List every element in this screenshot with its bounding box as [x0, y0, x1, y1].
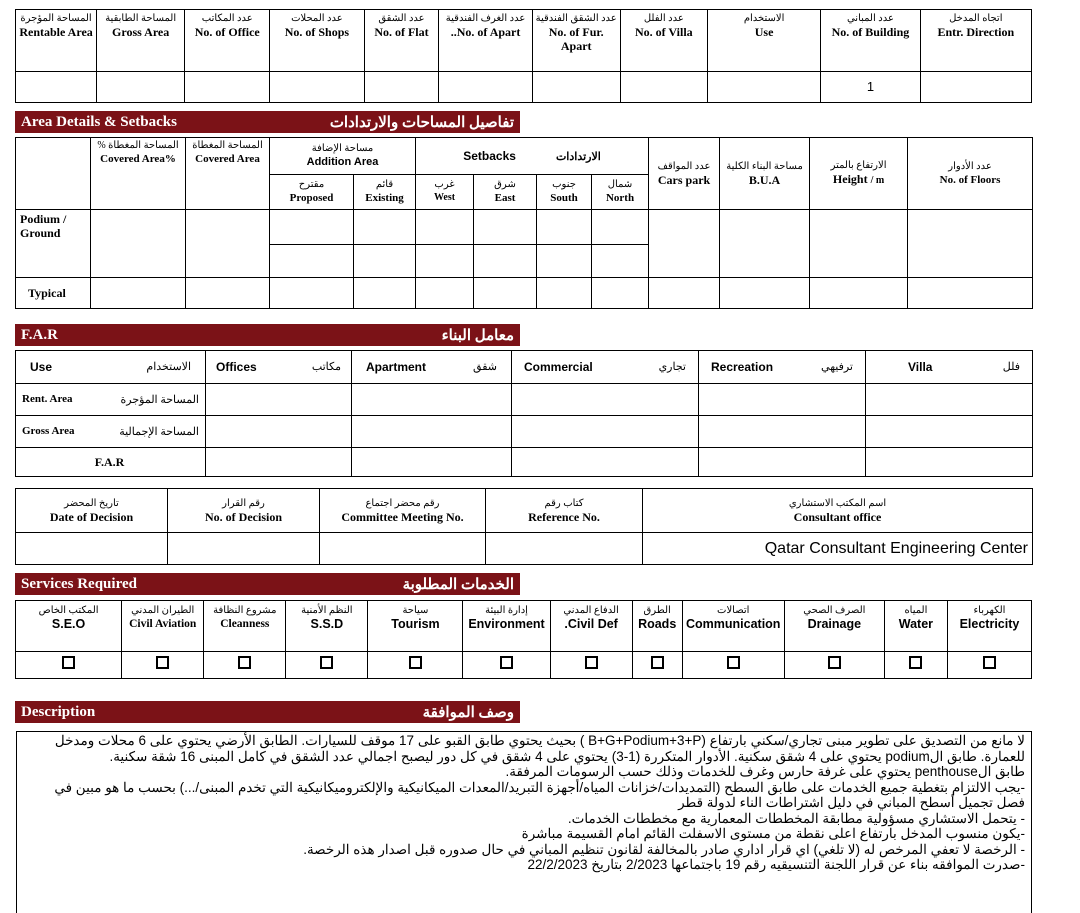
area-cell[interactable] — [416, 210, 474, 245]
top-value-cell[interactable] — [439, 72, 532, 103]
setbacks-header: Setbacks الارتدادات — [416, 138, 649, 175]
far-cell[interactable] — [866, 384, 1033, 416]
service-checkbox[interactable] — [500, 656, 513, 669]
no-of-decision-header: رقم القرار No. of Decision — [168, 489, 320, 533]
consultant-office-value[interactable]: Qatar Consultant Engineering Center — [643, 533, 1033, 565]
services-title-ar: الخدمات المطلوبة — [402, 576, 514, 593]
far-recreation-header: Recreation ترفيهي — [699, 351, 866, 384]
service-checkbox-cell — [368, 652, 463, 679]
far-cell[interactable] — [512, 448, 699, 477]
far-gross-label: Gross Area المساحة الإجمالية — [16, 416, 206, 448]
far-cell[interactable] — [206, 384, 352, 416]
far-commercial-header: Commercial تجاري — [512, 351, 699, 384]
meeting-no-value[interactable] — [320, 533, 486, 565]
far-cell[interactable] — [512, 384, 699, 416]
top-header-cell: المساحة الطابقية Gross Area — [97, 10, 185, 72]
far-cell[interactable] — [866, 416, 1033, 448]
service-header-cell: الدفاع المدني Civil Def. — [550, 601, 632, 652]
area-details-title: Area Details & Setbacks — [21, 113, 177, 130]
service-checkbox[interactable] — [238, 656, 251, 669]
service-checkbox-cell — [784, 652, 884, 679]
top-header-cell: عدد الفلل No. of Villa — [620, 10, 707, 72]
far-use-header: Use الاستخدام — [16, 351, 206, 384]
area-cell[interactable] — [270, 278, 354, 309]
description-title: Description — [21, 703, 96, 720]
service-header-cell: المكتب الخاص S.E.O — [16, 601, 122, 652]
top-value-cell[interactable] — [707, 72, 820, 103]
area-cell[interactable] — [354, 210, 416, 245]
area-cell[interactable] — [592, 210, 649, 245]
service-checkbox[interactable] — [983, 656, 996, 669]
top-header-cell: عدد المباني No. of Building — [821, 10, 920, 72]
covered-pct-header: المساحة المغطاة % Covered Area% — [91, 138, 186, 210]
south-header: جنوب South — [537, 175, 592, 210]
service-header-cell: النظم الأمنية S.S.D — [286, 601, 368, 652]
area-cell[interactable] — [592, 245, 649, 278]
service-checkbox-cell — [122, 652, 204, 679]
far-rent-label: Rent. Area المساحة المؤجرة — [16, 384, 206, 416]
top-header-cell: الاستخدام Use — [707, 10, 820, 72]
service-checkbox[interactable] — [156, 656, 169, 669]
far-cell[interactable] — [866, 448, 1033, 477]
area-cell[interactable] — [474, 210, 537, 245]
far-villa-header: Villa فلل — [866, 351, 1033, 384]
far-cell[interactable] — [512, 416, 699, 448]
row-podium-label: Podium / Ground — [16, 210, 91, 278]
east-header: شرق East — [474, 175, 537, 210]
area-details-table — [15, 137, 1033, 309]
service-checkbox-cell — [550, 652, 632, 679]
no-of-decision-value[interactable] — [168, 533, 320, 565]
service-header-cell: اتصالات Communication — [682, 601, 784, 652]
service-checkbox[interactable] — [909, 656, 922, 669]
service-header-cell: مشروع النظافة Cleanness — [204, 601, 286, 652]
reference-no-value[interactable] — [486, 533, 643, 565]
service-header-cell: إدارة البيئة Environment — [463, 601, 550, 652]
service-header-cell: الطرق Roads — [632, 601, 682, 652]
description-box — [16, 731, 1032, 913]
service-header-cell: سياحة Tourism — [368, 601, 463, 652]
services-bar — [15, 573, 520, 595]
area-cell[interactable] — [908, 278, 1033, 309]
top-table — [15, 9, 1032, 103]
area-cell[interactable] — [354, 245, 416, 278]
description-line: -صدرت الموافقه بناء عن قرار اللجنة التنسيقيه رقم 19 باجتماعها 2/2023 بتاريخ 22/2/2023 — [527, 857, 1025, 872]
top-value-cell[interactable] — [270, 72, 364, 103]
area-cell[interactable] — [908, 210, 1033, 278]
area-cell[interactable] — [720, 278, 810, 309]
service-checkbox[interactable] — [727, 656, 740, 669]
description-line: لا مانع من التصديق على تطوير مبنى تجاري/سكني بارتفاع (B+G+Podium+3+P ) بحيث يحتوي طابق القبو على 17 موقف للسيارات. الطابق الأرضي يحتوي على 6 محلات ومدخل للعمارة. طابق الpodium يحتوي على 4 شقق سكنية. الأدوار المتكررة (1-3) يحتوي على 4 شقق في كل دور ليصبح اجمالي عدد الشقق في كامل المبنى 16 شقة سكنية. — [54, 733, 1025, 764]
service-checkbox[interactable] — [320, 656, 333, 669]
far-cell[interactable] — [699, 448, 866, 477]
far-bar — [15, 324, 520, 346]
area-cell[interactable] — [91, 210, 186, 278]
area-cell[interactable] — [537, 210, 592, 245]
top-header-cell: عدد الغرف الفندقية No. of Apart.. — [439, 10, 532, 72]
far-cell[interactable] — [699, 384, 866, 416]
service-header-cell: الصرف الصحي Drainage — [784, 601, 884, 652]
top-value-cell[interactable] — [620, 72, 707, 103]
area-details-title-ar: تفاصيل المساحات والارتدادات — [329, 114, 514, 131]
far-title: F.A.R — [21, 326, 58, 343]
area-cell[interactable] — [186, 278, 270, 309]
service-checkbox[interactable] — [585, 656, 598, 669]
area-cell[interactable] — [186, 210, 270, 278]
top-header-cell: عدد المحلات No. of Shops — [270, 10, 364, 72]
service-checkbox-cell — [632, 652, 682, 679]
date-of-decision-value[interactable] — [16, 533, 168, 565]
description-bar — [15, 701, 520, 723]
far-apartment-header: Apartment شقق — [352, 351, 512, 384]
consultant-office-header: اسم المكتب الاستشاري Consultant office — [643, 489, 1033, 533]
services-title: Services Required — [21, 575, 137, 592]
top-value-cell[interactable] — [97, 72, 185, 103]
far-title-ar: معامل البناء — [441, 327, 514, 344]
top-header-cell: المساحة المؤجرة Rentable Area — [16, 10, 97, 72]
service-checkbox[interactable] — [409, 656, 422, 669]
description-line: -يجب الالتزام بتغطية جميع الخدمات على طابق السطح (التمديدات/خزانات المياه/أجهزة التبريد/المعدات الميكانيكية والإلكتروميكانيكية التي تخدم المبنى/...) بحسب ما هو مبين في فصل تجميل أسطح المباني في دليل اشتراطات الناء لدولة قطر — [54, 779, 1025, 810]
service-checkbox-cell — [16, 652, 122, 679]
service-header-cell: المياه Water — [884, 601, 947, 652]
description-title-ar: وصف الموافقة — [422, 704, 514, 721]
area-cell[interactable] — [537, 245, 592, 278]
service-checkbox-cell — [463, 652, 550, 679]
top-value-cell[interactable] — [185, 72, 270, 103]
decision-table — [15, 488, 1033, 565]
far-cell[interactable] — [699, 416, 866, 448]
top-value-cell[interactable] — [532, 72, 620, 103]
far-table — [15, 350, 1033, 477]
description-line: - يتحمل الاستشاري مسؤولية مطابقة المخططات المعمارية مع مخططات الخدمات. — [567, 810, 1025, 826]
area-cell[interactable] — [416, 245, 474, 278]
description-line: -يكون منسوب المدخل بارتفاع اعلى نقطة من مستوى الاسفلت القائم امام القسيمة مباشرة — [521, 826, 1025, 841]
area-cell[interactable] — [649, 278, 720, 309]
bua-header: مساحة البناء الكلية B.U.A — [720, 138, 810, 210]
far-cell[interactable] — [352, 448, 512, 477]
meeting-no-header: رقم محضر اجتماع Committee Meeting No. — [320, 489, 486, 533]
far-cell[interactable] — [206, 416, 352, 448]
top-header-cell: اتجاه المدخل Entr. Direction — [920, 10, 1031, 72]
top-value-cell[interactable] — [16, 72, 97, 103]
area-cell[interactable] — [270, 245, 354, 278]
service-header-cell: الطيران المدني Civil Aviation — [122, 601, 204, 652]
height-header: الارتفاع بالمتر Height / m — [810, 138, 908, 210]
service-checkbox-cell — [286, 652, 368, 679]
far-ratio-label: F.A.R — [16, 448, 206, 477]
far-cell[interactable] — [352, 416, 512, 448]
west-header: غرب West — [416, 175, 474, 210]
services-table — [15, 600, 1032, 679]
area-details-bar — [15, 111, 520, 133]
top-value-cell[interactable]: 1 — [821, 72, 920, 103]
covered-area-header: المساحة المغطاة Covered Area — [186, 138, 270, 210]
far-offices-header: Offices مكاتب — [206, 351, 352, 384]
top-value-cell[interactable] — [920, 72, 1031, 103]
service-checkbox-cell — [884, 652, 947, 679]
date-of-decision-header: تاريخ المحضر Date of Decision — [16, 489, 168, 533]
area-cell[interactable] — [91, 278, 186, 309]
service-checkbox[interactable] — [828, 656, 841, 669]
cars-park-header: عدد المواقف Cars park — [649, 138, 720, 210]
reference-no-header: كتاب رقم Reference No. — [486, 489, 643, 533]
area-cell[interactable] — [416, 278, 474, 309]
service-header-cell: الكهرباء Electricity — [947, 601, 1031, 652]
area-cell[interactable] — [474, 245, 537, 278]
area-cell[interactable] — [592, 278, 649, 309]
far-cell[interactable] — [352, 384, 512, 416]
floors-header: عدد الأدوار No. of Floors — [908, 138, 1033, 210]
top-value-cell[interactable] — [364, 72, 439, 103]
area-corner-cell — [16, 138, 91, 210]
area-cell[interactable] — [720, 210, 810, 278]
top-header-cell: عدد المكاتب No. of Office — [185, 10, 270, 72]
row-typical-label: Typical — [16, 278, 91, 309]
area-cell[interactable] — [810, 210, 908, 278]
top-header-cell: عدد الشقق No. of Flat — [364, 10, 439, 72]
area-cell[interactable] — [537, 278, 592, 309]
description-line: - الرخصة لا تعفي المرخص له (لا تلغي) اي قرار اداري صادر بالمخالفة لقانون تنظيم المباني في حال صدوره قبل اصدار هذه الرخصة. — [303, 841, 1025, 857]
area-cell[interactable] — [474, 278, 537, 309]
area-cell[interactable] — [354, 278, 416, 309]
existing-header: قائم Existing — [354, 175, 416, 210]
area-cell[interactable] — [810, 278, 908, 309]
proposed-header: مقترح Proposed — [270, 175, 354, 210]
area-cell[interactable] — [649, 210, 720, 278]
description-line: طابق الpenthouse يحتوي على غرفة حارس وغرف للخدمات وذلك حسب الرسومات المرفقة. — [505, 764, 1025, 779]
far-cell[interactable] — [206, 448, 352, 477]
service-checkbox-cell — [204, 652, 286, 679]
service-checkbox-cell — [947, 652, 1031, 679]
service-checkbox[interactable] — [651, 656, 664, 669]
addition-area-header: مساحة الإضافة Addition Area — [270, 138, 416, 175]
area-cell[interactable] — [270, 210, 354, 245]
top-header-cell: عدد الشقق الفندقية No. of Fur. Apart — [532, 10, 620, 72]
service-checkbox[interactable] — [62, 656, 75, 669]
north-header: شمال North — [592, 175, 649, 210]
service-checkbox-cell — [682, 652, 784, 679]
